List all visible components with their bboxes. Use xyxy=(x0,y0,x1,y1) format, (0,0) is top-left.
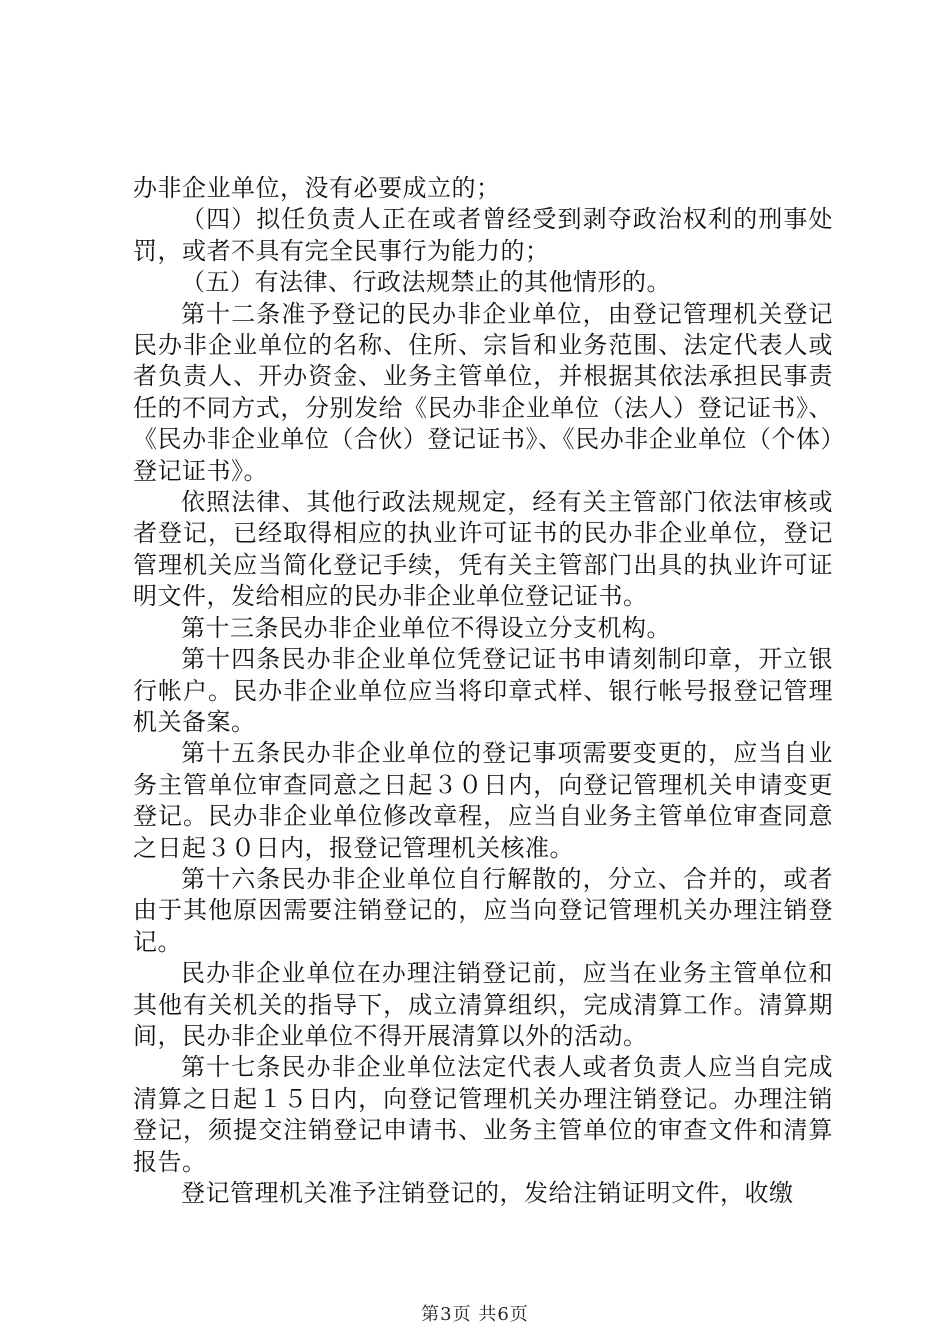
paragraph: 第十二条准予登记的民办非企业单位，由登记管理机关登记民办非企业单位的名称、住所、宗旨和业务范围、法定代表人或者负责人、开办资金、业务主管单位，并根据其依法承担民事责任的不同方式，分别发给《民办非企业单位（法人）登记证书》、《民办非企业单位（合伙）登记证书》、《民办非企业单位（个体）登记证书》。 xyxy=(133,299,833,485)
paragraph: 第十五条民办非企业单位的登记事项需要变更的，应当自业务主管单位审查同意之日起３０日内，向登记管理机关申请变更登记。民办非企业单位修改章程，应当自业务主管单位审查同意之日起３０日内，报登记管理机关核准。 xyxy=(133,739,833,862)
paragraph: 第十六条民办非企业单位自行解散的，分立、合并的，或者由于其他原因需要注销登记的，应当向登记管理机关办理注销登记。 xyxy=(133,864,833,956)
paragraph: 办非企业单位，没有必要成立的； xyxy=(133,174,501,202)
paragraph: （五）有法律、行政法规禁止的其他情形的。 xyxy=(181,268,671,297)
paragraph: 第十七条民办非企业单位法定代表人或者负责人应当自完成清算之日起１５日内，向登记管理机关办理注销登记。办理注销登记，须提交注销登记申请书、业务主管单位的审查文件和清算报告。 xyxy=(133,1053,833,1176)
document-body xyxy=(133,173,833,1209)
page-number-footer: 第3页 共6页 xyxy=(421,1304,529,1325)
paragraph: 第十三条民办非企业单位不得设立分支机构。 xyxy=(181,613,671,642)
paragraph: 依照法律、其他行政法规规定，经有关主管部门依法审核或者登记，已经取得相应的执业许可证书的民办非企业单位，登记管理机关应当简化登记手续，凭有关主管部门出具的执业许可证明文件，发给相应的民办非企业单位登记证书。 xyxy=(133,488,833,611)
paragraph: 民办非企业单位在办理注销登记前，应当在业务主管单位和其他有关机关的指导下，成立清算组织，完成清算工作。清算期间，民办非企业单位不得开展清算以外的活动。 xyxy=(133,959,833,1050)
paragraph: （四）拟任负责人正在或者曾经受到剥夺政治权利的刑事处罚，或者不具有完全民事行为能力的； xyxy=(133,205,833,265)
paragraph: 登记管理机关准予注销登记的，发给注销证明文件，收缴 xyxy=(181,1179,794,1207)
paragraph: 第十四条民办非企业单位凭登记证书申请刻制印章，开立银行帐户。民办非企业单位应当将印章式样、银行帐号报登记管理机关备案。 xyxy=(133,645,833,736)
